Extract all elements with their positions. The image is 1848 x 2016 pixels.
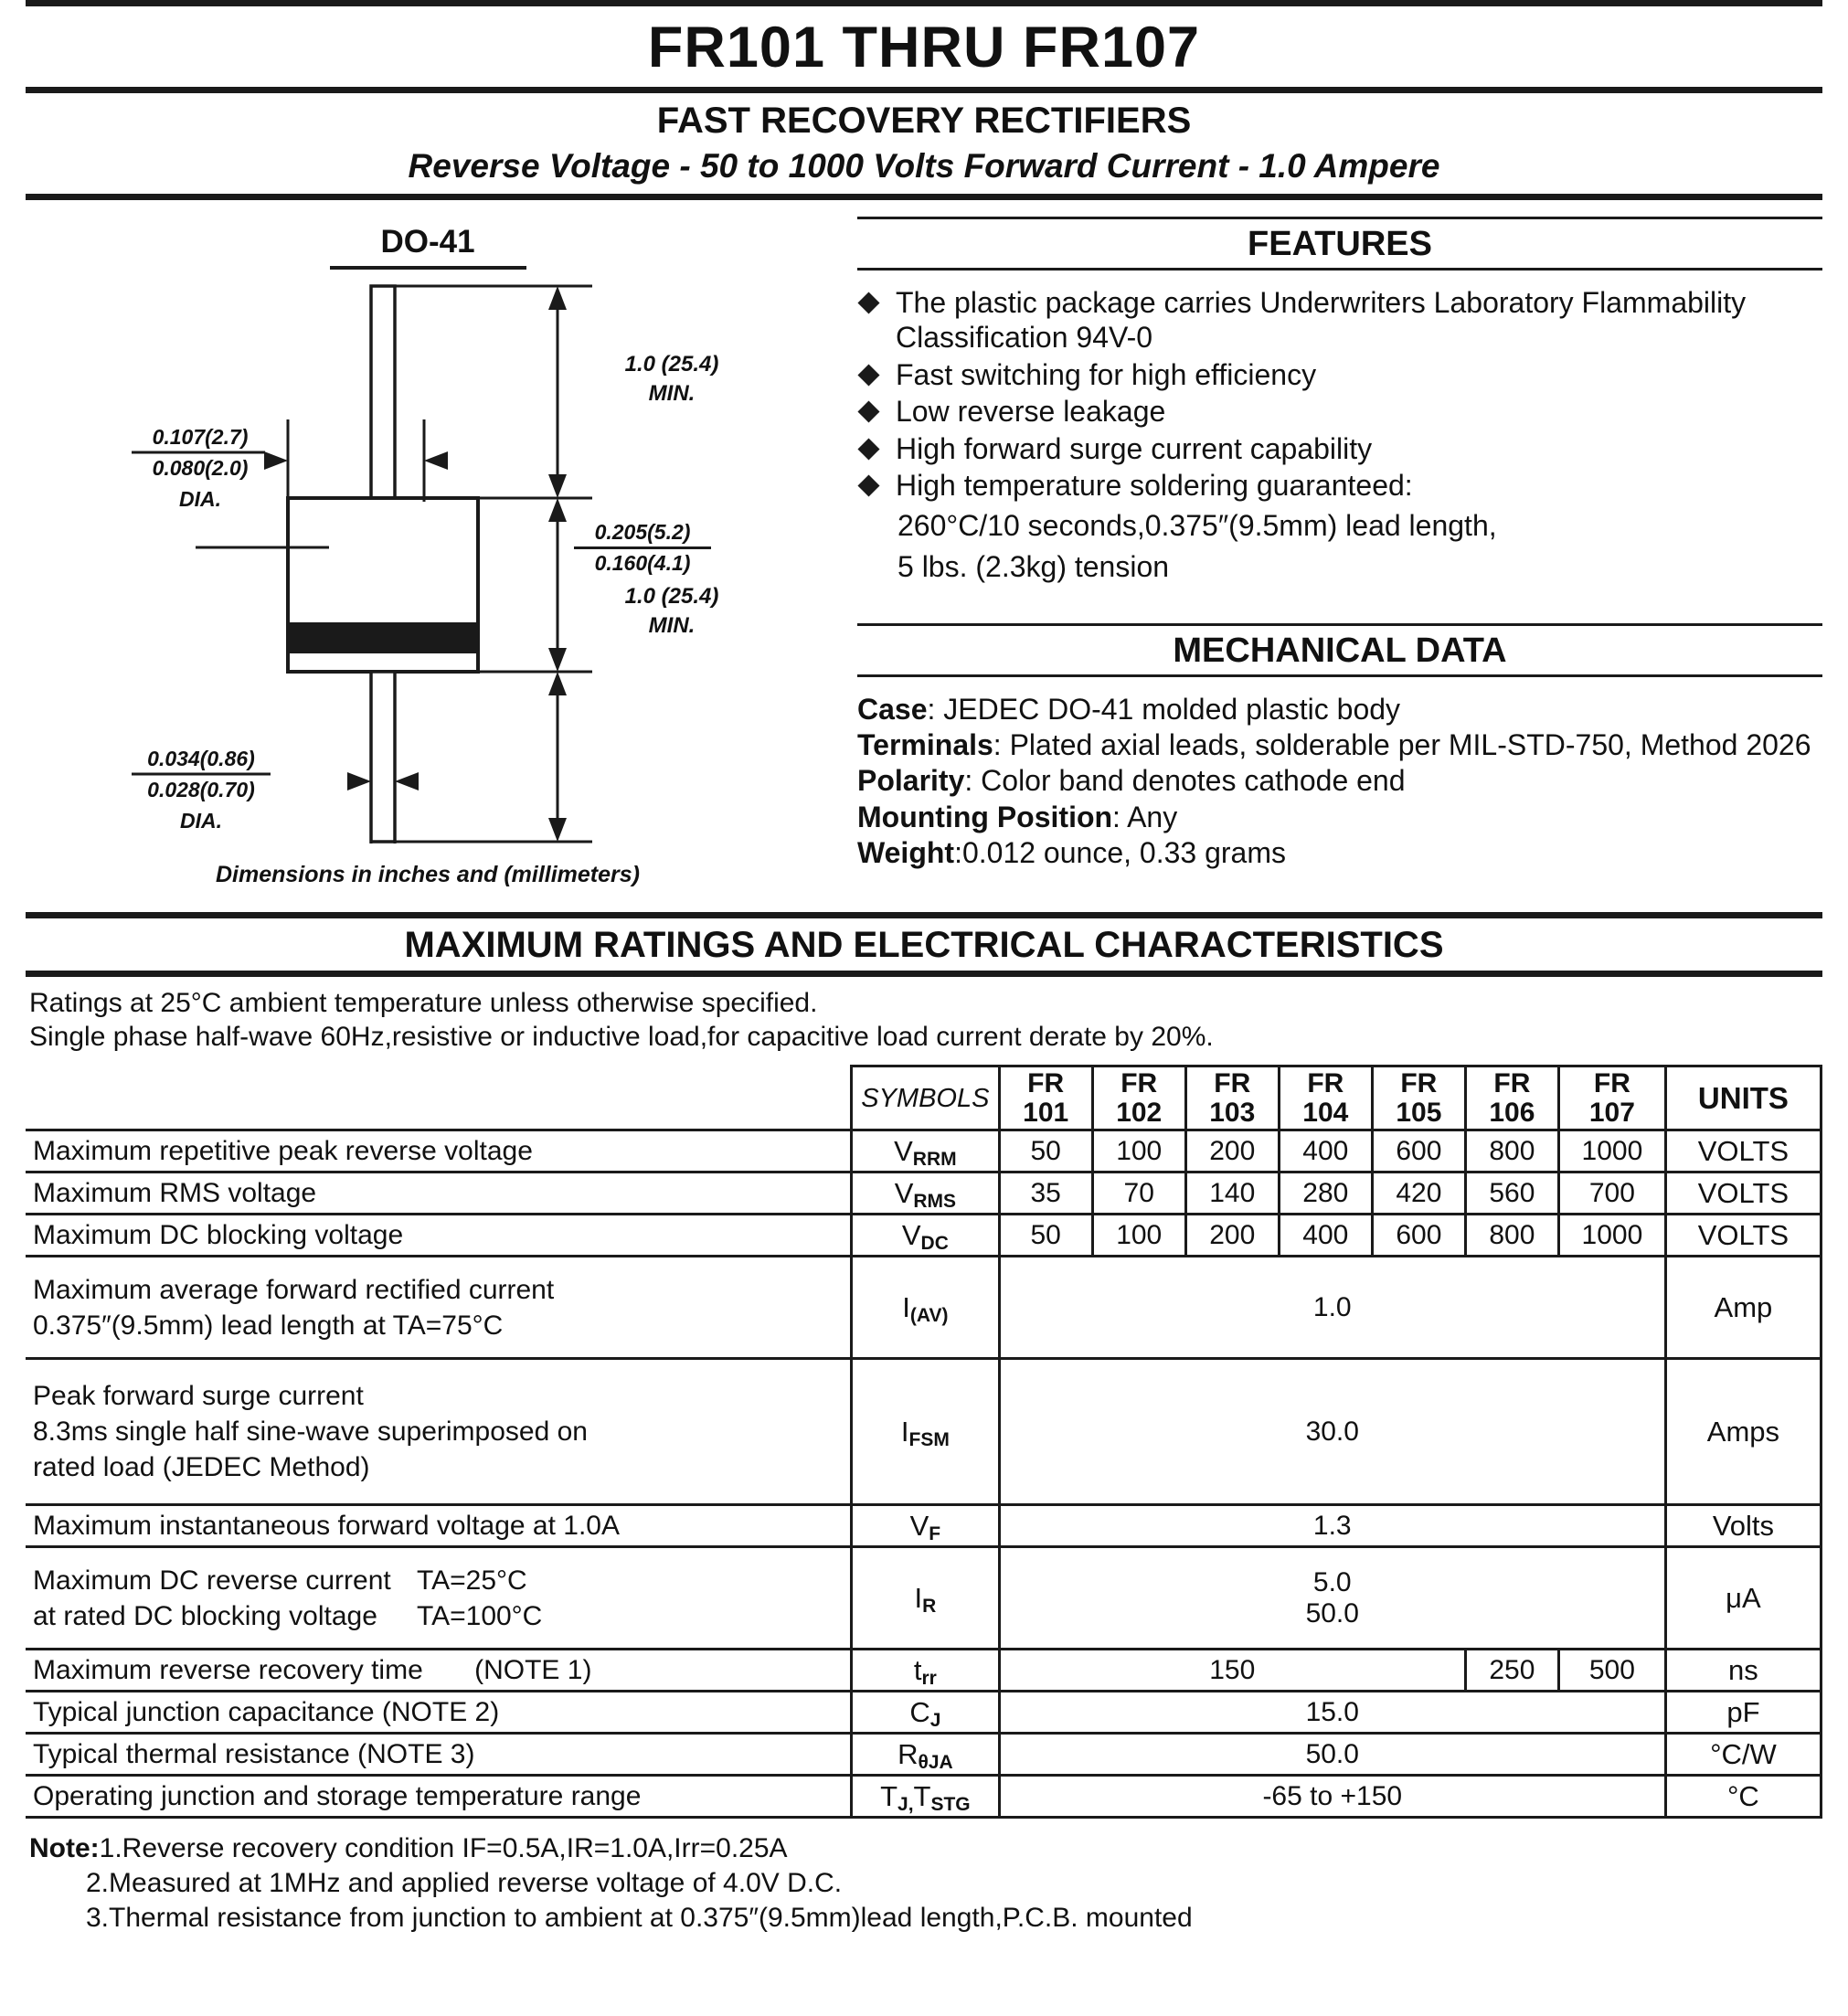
row-value-merged: 30.0	[999, 1359, 1665, 1505]
body-length-max-label: 0.205(5.2)	[594, 520, 691, 544]
row-units: VOLTS	[1665, 1215, 1821, 1257]
package-name-underline	[330, 266, 526, 270]
ratings-condition-line1: Ratings at 25°C ambient temperature unless otherwise specified.	[29, 988, 818, 1018]
header-col-fr105: FR 105	[1372, 1066, 1465, 1130]
feature-item	[857, 468, 1822, 503]
header-rule-bottom	[26, 194, 1822, 200]
table-header-row	[26, 1066, 1821, 1130]
row-value-merged: 1.0	[999, 1257, 1665, 1359]
lead-dia-dia-label: DIA.	[180, 809, 222, 833]
body-dia-max-label: 0.107(2.7)	[152, 425, 249, 449]
diamond-bullet-icon	[857, 292, 879, 313]
header-col-fr101: FR 101	[999, 1066, 1092, 1130]
row-value: 100	[1092, 1130, 1185, 1172]
row-symbol: trr	[852, 1650, 1000, 1692]
row-value-split-1: 150	[999, 1650, 1465, 1692]
package-name: DO-41	[380, 224, 475, 260]
feature-item	[857, 394, 1822, 429]
feature-text: High forward surge current capability	[896, 431, 1373, 465]
feature-item	[857, 357, 1822, 392]
top-lead-length-label: 1.0 (25.4)	[624, 352, 719, 377]
row-description-line1	[33, 1563, 844, 1598]
row-description: Maximum RMS voltage	[26, 1172, 852, 1215]
row-description-text: Maximum reverse recovery time	[33, 1655, 423, 1686]
footnotes	[26, 1831, 1822, 1935]
footnote-line1	[29, 1831, 1822, 1866]
specifications-table	[26, 1065, 1822, 1819]
mechanical-data-list	[857, 692, 1822, 870]
row-units: Amps	[1665, 1359, 1821, 1505]
table-row	[26, 1359, 1821, 1505]
body-dia-min-label: 0.080(2.0)	[152, 456, 249, 480]
ratings-summary: Reverse Voltage - 50 to 1000 Volts Forward Current - 1.0 Ampere	[408, 147, 1440, 185]
diamond-bullet-icon	[857, 364, 879, 386]
row-symbol: CJ	[852, 1692, 1000, 1734]
header-blank-cell	[26, 1066, 852, 1130]
features-list	[857, 285, 1822, 503]
row-value-merged: 50.0	[999, 1734, 1665, 1776]
lead-dia-max-label: 0.034(0.86)	[147, 747, 255, 770]
table-row	[26, 1130, 1821, 1172]
mech-row-case	[857, 692, 1822, 727]
row-value: 140	[1185, 1172, 1279, 1215]
row-value: 50	[999, 1215, 1092, 1257]
ratings-condition-line2: Single phase half-wave 60Hz,resistive or inductive load,for capacitive load current derate by 20%.	[29, 1022, 1214, 1053]
header-col-fr103: FR 103	[1185, 1066, 1279, 1130]
row-value-merged: 1.3	[999, 1505, 1665, 1547]
table-row	[26, 1776, 1821, 1818]
row-units: VOLTS	[1665, 1130, 1821, 1172]
row-description: Operating junction and storage temperature range	[26, 1776, 852, 1818]
row-description: Typical thermal resistance (NOTE 3)	[26, 1734, 852, 1776]
header-col-fr102: FR 102	[1092, 1066, 1185, 1130]
row-units: Amp	[1665, 1257, 1821, 1359]
row-value: 600	[1372, 1130, 1465, 1172]
row-units: Volts	[1665, 1505, 1821, 1547]
row-symbol: VRMS	[852, 1172, 1000, 1215]
row-symbol: IFSM	[852, 1359, 1000, 1505]
ratings-rule-bottom	[26, 971, 1822, 977]
header-block	[0, 0, 1848, 200]
header-rule-mid	[26, 87, 1822, 93]
row-value-split-3: 500	[1558, 1650, 1665, 1692]
table-row	[26, 1547, 1821, 1650]
row-symbol: VRRM	[852, 1130, 1000, 1172]
table-row	[26, 1215, 1821, 1257]
row-description: Typical junction capacitance (NOTE 2)	[26, 1692, 852, 1734]
row-symbol: TJ,TSTG	[852, 1776, 1000, 1818]
mech-value: : Any	[1112, 800, 1178, 833]
row-value: 800	[1465, 1215, 1558, 1257]
mech-value: : Plated axial leads, solderable per MIL-STD-750, Method 2026	[993, 728, 1811, 762]
bottom-lead-length-label: 1.0 (25.4)	[624, 584, 719, 609]
row-value: 70	[1092, 1172, 1185, 1215]
row-units: ns	[1665, 1650, 1821, 1692]
body-length-fraction-bar	[574, 546, 711, 549]
row-symbol: RθJA	[852, 1734, 1000, 1776]
header-units: UNITS	[1665, 1066, 1821, 1130]
table-row	[26, 1650, 1821, 1692]
body-dia-dia-label: DIA.	[179, 487, 221, 511]
features-rule-bottom	[857, 268, 1822, 271]
row-description: Maximum instantaneous forward voltage at 1.0A	[26, 1505, 852, 1547]
header-col-fr107: FR 107	[1558, 1066, 1665, 1130]
row-value: 35	[999, 1172, 1092, 1215]
row-units: μA	[1665, 1547, 1821, 1650]
row-description-line3: rated load (JEDEC Method)	[33, 1452, 370, 1483]
mech-row-polarity	[857, 763, 1822, 799]
feature-text: Low reverse leakage	[896, 395, 1166, 429]
row-description-line1: Peak forward surge current	[33, 1381, 364, 1412]
row-value-line2: 50.0	[1305, 1597, 1359, 1629]
row-condition: TA=25°C	[417, 1565, 527, 1596]
features-title: FEATURES	[1248, 225, 1432, 263]
bottom-lead-length-qualifier: MIN.	[648, 613, 696, 638]
mech-label: Case	[857, 693, 928, 727]
header-col-fr104: FR 104	[1279, 1066, 1372, 1130]
row-symbol: VF	[852, 1505, 1000, 1547]
feature-item	[857, 431, 1822, 466]
row-description-line2: 0.375″(9.5mm) lead length at TA=75°C	[33, 1310, 504, 1341]
row-description: Maximum repetitive peak reverse voltage	[26, 1130, 852, 1172]
footnote-text: 1.Reverse recovery condition IF=0.5A,IR=1.0A,Irr=0.25A	[99, 1833, 788, 1864]
row-value: 560	[1465, 1172, 1558, 1215]
row-units: °C/W	[1665, 1734, 1821, 1776]
spacer	[857, 585, 1822, 623]
page-title: FR101 THRU FR107	[647, 16, 1201, 80]
row-value: 200	[1185, 1215, 1279, 1257]
header-rule-top	[26, 0, 1822, 6]
row-description-line2	[33, 1598, 844, 1634]
table-row	[26, 1172, 1821, 1215]
mechanical-title: MECHANICAL DATA	[1173, 631, 1507, 671]
row-value-merged	[999, 1547, 1665, 1650]
feature-item	[857, 285, 1822, 355]
row-value-split-2: 250	[1465, 1650, 1558, 1692]
row-description	[26, 1359, 852, 1505]
row-units: VOLTS	[1665, 1172, 1821, 1215]
table-row	[26, 1734, 1821, 1776]
row-units: °C	[1665, 1776, 1821, 1818]
package-drawing-column	[26, 217, 830, 888]
row-description-line1: Maximum average forward rectified current	[33, 1274, 555, 1305]
footnote-line3: 3.Thermal resistance from junction to ambient at 0.375″(9.5mm)lead length,P.C.B. mounted	[86, 1902, 1193, 1933]
row-value: 100	[1092, 1215, 1185, 1257]
diamond-bullet-icon	[857, 474, 879, 496]
row-value: 400	[1279, 1215, 1372, 1257]
soldering-detail-line2: 5 lbs. (2.3kg) tension	[897, 550, 1170, 584]
diamond-bullet-icon	[857, 401, 879, 423]
table-row	[26, 1257, 1821, 1359]
ratings-rule-top	[26, 912, 1822, 918]
mech-label: Weight	[857, 835, 955, 869]
do41-diagram	[26, 273, 830, 858]
row-value: 600	[1372, 1215, 1465, 1257]
feature-text: Fast switching for high efficiency	[896, 357, 1317, 391]
header-symbols: SYMBOLS	[852, 1066, 1000, 1130]
diamond-bullet-icon	[857, 438, 879, 460]
feature-text: The plastic package carries Underwriters Laboratory Flammability Classification 94V-0	[896, 286, 1747, 355]
mech-row-terminals	[857, 727, 1822, 763]
row-description	[26, 1547, 852, 1650]
mech-label: Terminals	[857, 728, 993, 762]
product-type: FAST RECOVERY RECTIFIERS	[656, 101, 1192, 141]
dimensions-caption: Dimensions in inches and (millimeters)	[215, 862, 640, 887]
mech-value: : JEDEC DO-41 molded plastic body	[927, 693, 1401, 727]
footnote-line2: 2.Measured at 1MHz and applied reverse voltage of 4.0V D.C.	[86, 1868, 843, 1899]
ratings-title: MAXIMUM RATINGS AND ELECTRICAL CHARACTERISTICS	[404, 925, 1444, 965]
feature-text: High temperature soldering guaranteed:	[896, 468, 1413, 502]
row-note-ref: (NOTE 1)	[474, 1655, 592, 1686]
mech-value: :0.012 ounce, 0.33 grams	[954, 835, 1286, 869]
mech-label: Polarity	[857, 764, 965, 798]
row-value: 700	[1558, 1172, 1665, 1215]
table-row	[26, 1505, 1821, 1547]
middle-section	[0, 217, 1848, 888]
row-description-text: Maximum DC reverse current	[33, 1565, 391, 1596]
mech-row-weight	[857, 835, 1822, 871]
row-units: pF	[1665, 1692, 1821, 1734]
row-value: 800	[1465, 1130, 1558, 1172]
mechanical-rule-bottom	[857, 674, 1822, 677]
row-condition: TA=100°C	[417, 1600, 543, 1631]
features-mechanical-column	[830, 217, 1822, 888]
header-col-fr106: FR 106	[1465, 1066, 1558, 1130]
mech-label: Mounting Position	[857, 800, 1113, 833]
body-length-min-label: 0.160(4.1)	[594, 551, 691, 575]
row-value: 200	[1185, 1130, 1279, 1172]
notes-label: Note:	[29, 1833, 100, 1864]
row-value: 1000	[1558, 1215, 1665, 1257]
row-value: 280	[1279, 1172, 1372, 1215]
row-description: Maximum DC blocking voltage	[26, 1215, 852, 1257]
ratings-section	[0, 912, 1848, 1936]
mech-row-mounting	[857, 800, 1822, 835]
ratings-conditions	[29, 986, 1822, 1054]
row-value: 400	[1279, 1130, 1372, 1172]
row-value-merged: -65 to +150	[999, 1776, 1665, 1818]
row-value-line1: 5.0	[1312, 1566, 1352, 1597]
row-symbol: I(AV)	[852, 1257, 1000, 1359]
mech-value: : Color band denotes cathode end	[964, 764, 1406, 798]
lead-dia-min-label: 0.028(0.70)	[147, 778, 255, 801]
row-description-line2: 8.3ms single half sine-wave superimposed on	[33, 1417, 588, 1448]
row-value: 1000	[1558, 1130, 1665, 1172]
table-row	[26, 1692, 1821, 1734]
row-description	[26, 1650, 852, 1692]
row-symbol: VDC	[852, 1215, 1000, 1257]
top-lead-length-qualifier: MIN.	[648, 381, 696, 406]
row-value: 420	[1372, 1172, 1465, 1215]
soldering-detail-line1: 260°C/10 seconds,0.375″(9.5mm) lead length,	[897, 509, 1497, 543]
row-description-text: at rated DC blocking voltage	[33, 1600, 377, 1631]
row-value: 50	[999, 1130, 1092, 1172]
row-description	[26, 1257, 852, 1359]
row-value-merged: 15.0	[999, 1692, 1665, 1734]
row-symbol: IR	[852, 1547, 1000, 1650]
